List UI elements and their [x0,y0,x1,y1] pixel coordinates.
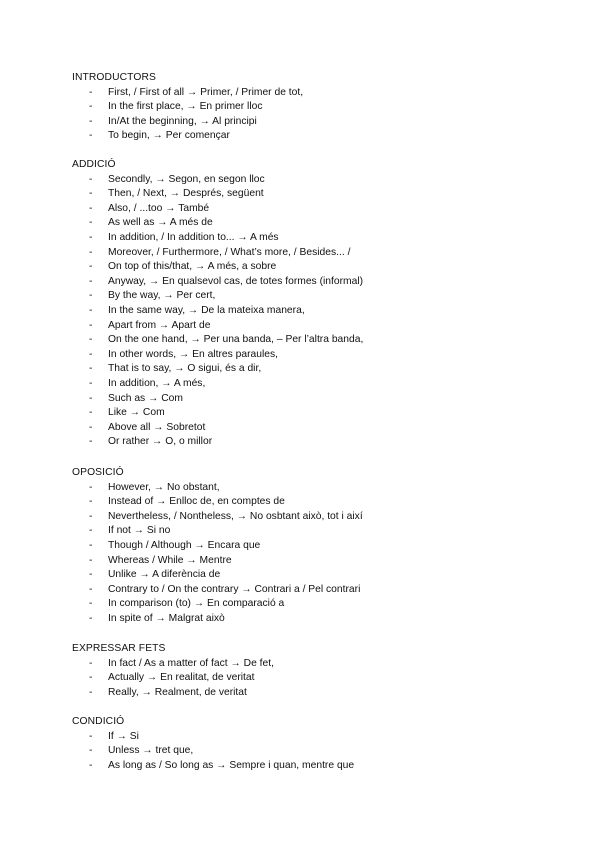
section-heading: INTRODUCTORS [72,72,156,83]
item-list [72,173,364,450]
item-text: In comparison (to) → En comparació a [108,598,285,610]
item-list [72,86,304,144]
list-item [72,202,210,217]
item-text: Then, / Next, → Després, següent [108,188,264,200]
item-text: Moreover, / Furthermore, / What’s more, / Besides... / [108,246,351,258]
list-item [72,554,232,569]
list-item [72,377,206,392]
bullet-dash: - [89,525,93,537]
list-item [72,100,263,115]
section-4 [72,642,274,700]
bullet-dash: - [89,261,93,273]
item-text: Like → Com [108,407,165,419]
list-item [72,231,279,246]
item-text: On top of this/that, → A més, a sobre [108,261,277,273]
item-text: Above all → Sobretot [108,421,206,433]
item-text: In addition, / In addition to... → A més [108,231,279,243]
item-list [72,481,363,627]
item-text: Nevertheless, / Nontheless, → No osbtant això, tot i així [108,510,363,522]
item-text: Secondly, → Segon, en segon lloc [108,173,265,185]
section-5 [72,715,355,773]
item-text: Contrary to / On the contrary → Contrari a / Pel contrari [108,583,361,595]
item-text: Also, / ...too → També [108,202,210,214]
bullet-dash: - [89,304,93,316]
bullet-dash: - [89,759,93,771]
item-text: Actually → En realitat, de veritat [108,672,255,684]
list-item [72,260,277,275]
list-item [72,129,230,144]
bullet-dash: - [89,745,93,757]
item-text: Whereas / While → Mentre [108,554,232,566]
bullet-dash: - [89,319,93,331]
bullet-dash: - [89,101,93,113]
list-item [72,216,213,231]
list-item [72,421,206,436]
list-item [72,187,264,202]
item-text: In fact / As a matter of fact → De fet, [108,657,274,669]
list-item [72,362,262,377]
list-item [72,583,361,598]
item-text: First, / First of all → Primer, / Primer de tot, [108,86,304,98]
list-item [72,495,285,510]
list-item [72,289,216,304]
bullet-dash: - [89,436,93,448]
list-item [72,115,257,130]
bullet-dash: - [89,657,93,669]
bullet-dash: - [89,421,93,433]
item-text: Anyway, → En qualsevol cas, de totes formes (informal) [108,275,364,287]
bullet-dash: - [89,363,93,375]
section-2 [72,158,364,450]
list-item [72,435,213,450]
item-text: Unlike → A diferència de [108,569,221,581]
bullet-dash: - [89,275,93,287]
item-text: In/At the beginning, → Al principi [108,115,257,127]
bullet-dash: - [89,290,93,302]
list-item [72,481,220,496]
item-text: As long as / So long as → Sempre i quan, mentre que [108,759,355,771]
list-item [72,406,165,421]
item-list [72,657,274,701]
bullet-dash: - [89,612,93,624]
item-text: Really, → Realment, de veritat [108,686,247,698]
bullet-dash: - [89,569,93,581]
item-text: Instead of → Enlloc de, en comptes de [108,496,285,508]
bullet-dash: - [89,86,93,98]
item-text: In the first place, → En primer lloc [108,101,263,113]
list-item [72,657,274,672]
bullet-dash: - [89,730,93,742]
item-text: Though / Although → Encara que [108,539,261,551]
item-text: Such as → Com [108,392,183,404]
bullet-dash: - [89,481,93,493]
section-3 [72,466,363,627]
item-text: In addition, → A més, [108,377,206,389]
section-heading: CONDICIÓ [72,716,125,727]
list-item [72,612,225,627]
item-text: Unless → tret que, [108,745,194,757]
item-text: That is to say, → O sigui, és a dir, [108,363,262,375]
bullet-dash: - [89,554,93,566]
item-list [72,730,355,774]
bullet-dash: - [89,377,93,389]
bullet-dash: - [89,130,93,142]
item-text: To begin, → Per començar [108,130,230,142]
bullet-dash: - [89,231,93,243]
item-text: However, → No obstant, [108,481,220,493]
item-text: Apart from → Apart de [108,319,211,331]
section-heading: EXPRESSAR FETS [72,643,166,654]
list-item [72,524,171,539]
bullet-dash: - [89,583,93,595]
item-text: In other words, → En altres paraules, [108,348,278,360]
bullet-dash: - [89,407,93,419]
list-item [72,246,351,261]
section-heading: ADDICIÓ [72,159,116,170]
list-item [72,597,285,612]
bullet-dash: - [89,217,93,229]
list-item [72,304,305,319]
list-item [72,671,255,686]
list-item [72,392,183,407]
item-text: Or rather → O, o millor [108,436,213,448]
item-text: If → Si [108,730,139,742]
bullet-dash: - [89,188,93,200]
bullet-dash: - [89,348,93,360]
list-item [72,510,363,525]
bullet-dash: - [89,392,93,404]
bullet-dash: - [89,598,93,610]
list-item [72,744,194,759]
bullet-dash: - [89,510,93,522]
bullet-dash: - [89,672,93,684]
list-item [72,86,304,101]
bullet-dash: - [89,115,93,127]
list-item [72,319,211,334]
list-item [72,759,355,774]
bullet-dash: - [89,334,93,346]
bullet-dash: - [89,686,93,698]
item-text: In spite of → Malgrat això [108,612,225,624]
item-text: On the one hand, → Per una banda, – Per l’altra banda, [108,334,364,346]
item-text: In the same way, → De la mateixa manera, [108,304,305,316]
list-item [72,275,364,290]
section-heading: OPOSICIÓ [72,467,124,478]
bullet-dash: - [89,539,93,551]
bullet-dash: - [89,173,93,185]
list-item [72,348,278,363]
section-1 [72,71,304,144]
item-text: If not → Si no [108,525,171,537]
bullet-dash: - [89,246,93,258]
list-item [72,568,221,583]
item-text: As well as → A més de [108,217,213,229]
list-item [72,539,261,554]
list-item [72,686,247,701]
list-item [72,730,139,745]
item-text: By the way, → Per cert, [108,290,216,302]
bullet-dash: - [89,496,93,508]
bullet-dash: - [89,202,93,214]
list-item [72,173,265,188]
list-item [72,333,364,348]
